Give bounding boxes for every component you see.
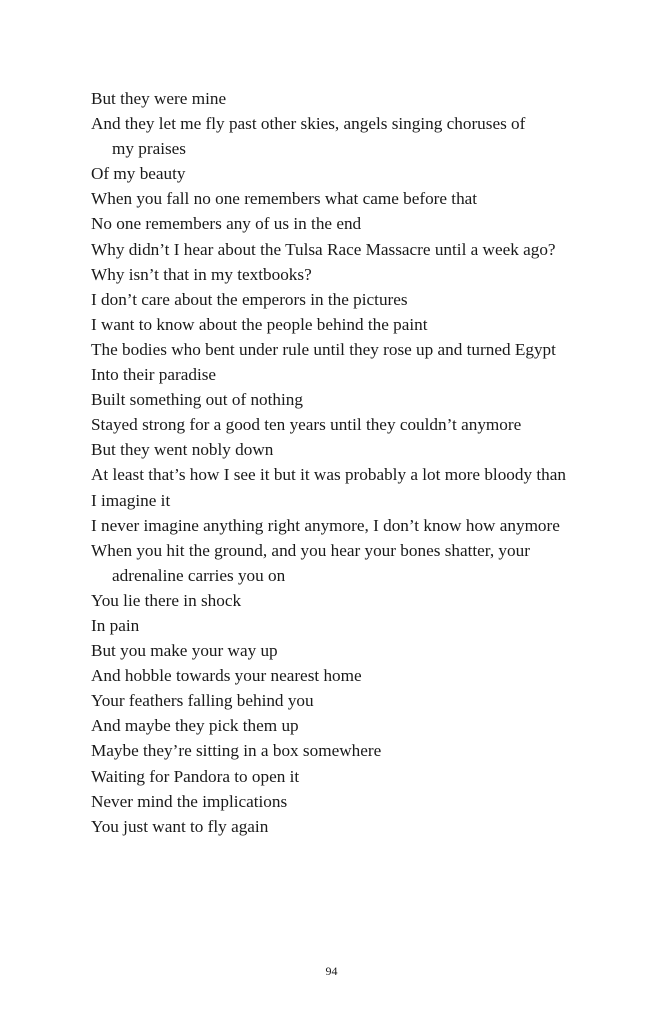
poem-line: I imagine it bbox=[91, 490, 171, 510]
poem-line: The bodies who bent under rule until they rose up and turned Egypt bbox=[91, 339, 556, 359]
poem-text bbox=[91, 86, 611, 839]
poem-line: But you make your way up bbox=[91, 641, 278, 661]
poem-line: When you fall no one remembers what came before that bbox=[91, 189, 478, 209]
poem-line: And they let me fly past other skies, angels singing choruses of bbox=[91, 114, 526, 134]
poem-line: At least that’s how I see it but it was probably a lot more bloody than bbox=[91, 465, 566, 485]
poem-line: I want to know about the people behind the paint bbox=[91, 314, 428, 334]
poem-line: But they went nobly down bbox=[91, 440, 274, 460]
poem-line: And hobble towards your nearest home bbox=[91, 666, 362, 686]
poem-line: Maybe they’re sitting in a box somewhere bbox=[91, 741, 382, 761]
poem-line: But they were mine bbox=[91, 89, 227, 108]
poem-line: When you hit the ground, and you hear your bones shatter, your bbox=[91, 540, 530, 560]
poem-line-continuation: adrenaline carries you on bbox=[112, 565, 286, 585]
poem-line: Into their paradise bbox=[91, 365, 217, 385]
poem-line: I don’t care about the emperors in the pictures bbox=[91, 289, 408, 309]
poem-line: Of my beauty bbox=[91, 164, 186, 184]
poem-line: Never mind the implications bbox=[91, 791, 288, 811]
page-number: 94 bbox=[325, 964, 338, 978]
poem-line: I never imagine anything right anymore, I don’t know how anymore bbox=[91, 515, 560, 535]
poem-line: Why isn’t that in my textbooks? bbox=[91, 264, 312, 284]
poem-line: And maybe they pick them up bbox=[91, 716, 299, 736]
poem-line: Stayed strong for a good ten years until they couldn’t anymore bbox=[91, 415, 522, 435]
poem-line: You just want to fly again bbox=[91, 816, 269, 836]
poem-line: Your feathers falling behind you bbox=[91, 691, 314, 711]
poem-line-continuation: my praises bbox=[112, 139, 186, 159]
poem-line: You lie there in shock bbox=[91, 590, 242, 610]
poem-line: Waiting for Pandora to open it bbox=[91, 766, 300, 786]
poem-line: Why didn’t I hear about the Tulsa Race Massacre until a week ago? bbox=[91, 239, 556, 259]
poem-line: In pain bbox=[91, 615, 140, 635]
poem-line: Built something out of nothing bbox=[91, 390, 303, 410]
poem-line: No one remembers any of us in the end bbox=[91, 214, 362, 234]
